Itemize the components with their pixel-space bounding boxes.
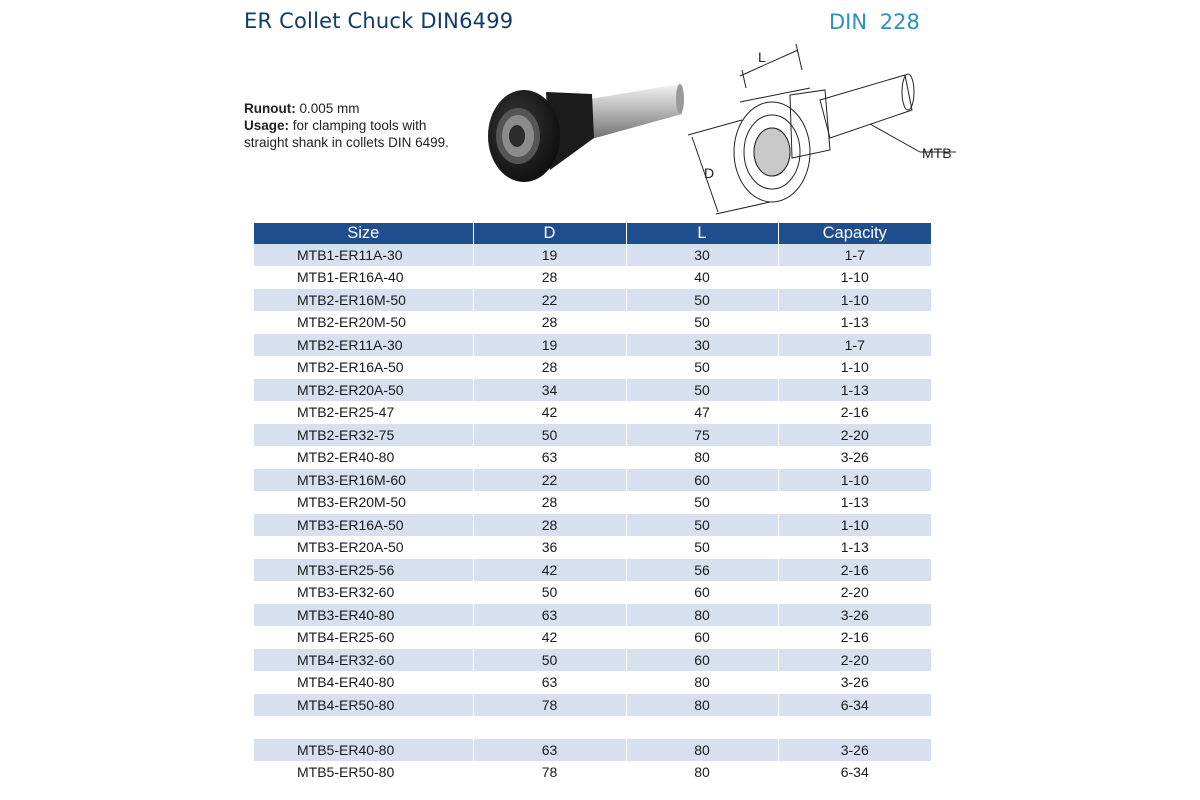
table-row [254,401,931,424]
l-cell: 56 [626,559,778,582]
size-cell: MTB3-ER16M-60 [254,469,473,492]
capacity-cell: 6-34 [778,761,931,784]
capacity-cell: 1-7 [778,244,931,266]
d-cell: 63 [473,671,626,694]
capacity-cell: 2-20 [778,649,931,672]
capacity-cell: 3-26 [778,446,931,469]
d-cell: 78 [473,694,626,717]
capacity-cell: 3-26 [778,604,931,627]
l-cell: 60 [626,626,778,649]
d-cell: 50 [473,649,626,672]
d-cell: 28 [473,356,626,379]
l-cell: 60 [626,469,778,492]
l-cell: 40 [626,266,778,289]
capacity-cell: 1-7 [778,334,931,357]
capacity-cell: 1-10 [778,514,931,537]
capacity-cell: 1-13 [778,536,931,559]
size-cell: MTB5-ER50-80 [254,761,473,784]
d-cell: 36 [473,536,626,559]
table-row [254,356,931,379]
size-cell: MTB2-ER40-80 [254,446,473,469]
size-cell: MTB2-ER16A-50 [254,356,473,379]
size-cell: MTB2-ER25-47 [254,401,473,424]
l-cell: 75 [626,424,778,447]
table-row [254,491,931,514]
d-cell: 34 [473,379,626,402]
header-d: D [473,223,626,244]
d-cell: 28 [473,491,626,514]
d-cell: 28 [473,311,626,334]
size-cell: MTB5-ER40-80 [254,739,473,762]
table-row [254,536,931,559]
d-cell: 63 [473,446,626,469]
label-mtb: MTB [922,145,952,161]
capacity-cell: 6-34 [778,694,931,717]
l-cell: 50 [626,514,778,537]
d-cell: 63 [473,739,626,762]
table-row [254,469,931,492]
table-row [254,739,931,762]
d-cell: 42 [473,559,626,582]
size-cell: MTB3-ER32-60 [254,581,473,604]
table-row [254,446,931,469]
size-cell: MTB2-ER32-75 [254,424,473,447]
l-cell: 80 [626,761,778,784]
header-size: Size [254,223,473,244]
l-cell: 30 [626,334,778,357]
usage-line [244,117,474,151]
capacity-cell: 1-10 [778,266,931,289]
spec-table [254,223,931,784]
table-row [254,559,931,582]
runout-label: Runout: [244,101,296,116]
table-row [254,626,931,649]
capacity-cell: 1-13 [778,311,931,334]
l-cell: 30 [626,244,778,266]
capacity-cell: 1-10 [778,289,931,312]
table-row [254,671,931,694]
l-cell: 50 [626,311,778,334]
table-row [254,334,931,357]
size-cell: MTB2-ER20A-50 [254,379,473,402]
table-row [254,761,931,784]
capacity-cell: 2-16 [778,559,931,582]
l-cell: 60 [626,649,778,672]
l-cell: 50 [626,379,778,402]
d-cell: 19 [473,244,626,266]
table-row [254,716,931,739]
size-cell: MTB4-ER50-80 [254,694,473,717]
table-row [254,604,931,627]
table-row [254,244,931,266]
table-row [254,581,931,604]
l-cell [626,716,778,739]
l-cell: 50 [626,491,778,514]
size-cell: MTB2-ER16M-50 [254,289,473,312]
size-cell: MTB2-ER11A-30 [254,334,473,357]
size-cell: MTB4-ER32-60 [254,649,473,672]
d-cell: 50 [473,424,626,447]
runout-line [244,100,474,117]
capacity-cell: 2-16 [778,401,931,424]
table-header-row [254,223,931,244]
size-cell: MTB1-ER16A-40 [254,266,473,289]
capacity-cell: 2-16 [778,626,931,649]
product-photo [484,78,686,196]
size-cell: MTB3-ER20M-50 [254,491,473,514]
d-cell: 22 [473,289,626,312]
capacity-cell: 1-13 [778,379,931,402]
spec-notes [244,100,474,151]
table-row [254,311,931,334]
usage-value: for clamping tools with straight shank in collets DIN 6499. [244,118,449,150]
capacity-cell: 1-10 [778,469,931,492]
table-row [254,649,931,672]
label-d: D [704,165,715,181]
table-row [254,266,931,289]
d-cell: 19 [473,334,626,357]
capacity-cell: 2-20 [778,581,931,604]
d-cell: 50 [473,581,626,604]
table-row [254,379,931,402]
size-cell [254,716,473,739]
capacity-cell: 3-26 [778,739,931,762]
l-cell: 60 [626,581,778,604]
d-cell: 42 [473,401,626,424]
size-cell: MTB4-ER40-80 [254,671,473,694]
l-cell: 50 [626,536,778,559]
l-cell: 50 [626,289,778,312]
page-title: ER Collet Chuck DIN6499 [244,9,514,33]
size-cell: MTB2-ER20M-50 [254,311,473,334]
l-cell: 80 [626,694,778,717]
header-l: L [626,223,778,244]
d-cell: 63 [473,604,626,627]
d-cell: 78 [473,761,626,784]
dimension-drawing [680,40,970,220]
runout-value: 0.005 mm [299,101,360,116]
standard-label: DIN 228 [829,10,920,34]
size-cell: MTB3-ER40-80 [254,604,473,627]
capacity-cell: 1-13 [778,491,931,514]
table-row [254,514,931,537]
d-cell [473,716,626,739]
size-cell: MTB3-ER16A-50 [254,514,473,537]
capacity-cell: 3-26 [778,671,931,694]
table-row [254,694,931,717]
d-cell: 28 [473,266,626,289]
size-cell: MTB3-ER25-56 [254,559,473,582]
table-body [254,244,931,784]
l-cell: 80 [626,739,778,762]
table-row [254,424,931,447]
l-cell: 80 [626,446,778,469]
l-cell: 50 [626,356,778,379]
size-cell: MTB3-ER20A-50 [254,536,473,559]
d-cell: 42 [473,626,626,649]
capacity-cell: 1-10 [778,356,931,379]
capacity-cell [778,716,931,739]
size-cell: MTB1-ER11A-30 [254,244,473,266]
label-l: L [758,49,766,65]
table-row [254,289,931,312]
header-capacity: Capacity [778,223,931,244]
d-cell: 22 [473,469,626,492]
capacity-cell: 2-20 [778,424,931,447]
d-cell: 28 [473,514,626,537]
l-cell: 80 [626,604,778,627]
l-cell: 80 [626,671,778,694]
l-cell: 47 [626,401,778,424]
size-cell: MTB4-ER25-60 [254,626,473,649]
usage-label: Usage: [244,118,290,133]
